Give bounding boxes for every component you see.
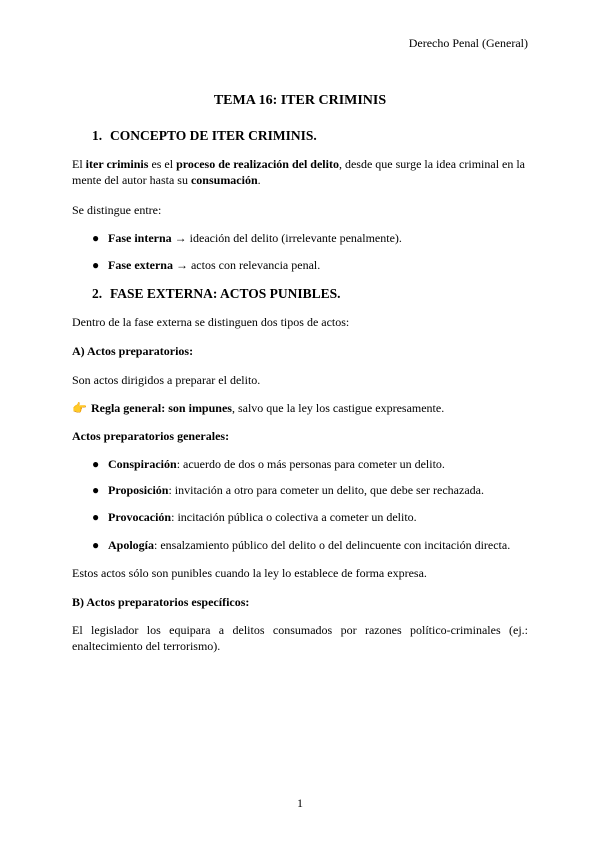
list-item-text: : incitación pública o colectiva a cometer un delito. xyxy=(171,510,417,524)
term-iter-criminis: iter criminis xyxy=(85,157,149,171)
text-run: es el xyxy=(148,157,177,171)
subheading-b: B) Actos preparatorios específicos: xyxy=(72,595,250,609)
section-1-heading xyxy=(92,127,317,145)
definition-paragraph xyxy=(72,157,528,188)
list-item xyxy=(92,258,528,274)
list-item-term: Conspiración xyxy=(108,457,177,471)
list-item-term: Apología xyxy=(108,538,155,552)
term-proceso: proceso de realización del delito xyxy=(176,157,339,171)
list-item-text: : ensalzamiento público del delito o del delincuente con incitación directa. xyxy=(154,538,511,552)
text-run: . xyxy=(257,172,261,187)
bullet-icon: ● xyxy=(92,457,100,471)
section-2-number: 2. xyxy=(92,286,103,301)
list-item-text: : acuerdo de dos o más personas para cometer un delito. xyxy=(176,457,445,471)
list-item-text: → ideación del delito (irrelevante penalmente). xyxy=(171,231,402,245)
bullet-icon: ● xyxy=(92,231,100,245)
list-item-term: Fase externa xyxy=(108,258,173,272)
bullet-icon: ● xyxy=(92,510,100,524)
list-item xyxy=(92,510,528,526)
paragraph-b: El legislador los equipara a delitos consumados por razones político-criminales (ej.: enaltecimiento del terrorismo). xyxy=(72,623,528,653)
bullet-icon: ● xyxy=(92,483,100,497)
intro-paragraph: Dentro de la fase externa se distinguen dos tipos de actos: xyxy=(72,315,350,329)
text-run: El xyxy=(72,157,86,171)
list-item-text: → actos con relevancia penal. xyxy=(172,258,321,272)
list-item xyxy=(92,483,528,499)
page-title: TEMA 16: ITER CRIMINIS xyxy=(213,93,387,108)
list-item xyxy=(92,457,528,473)
bullet-icon: ● xyxy=(92,538,100,552)
list-item xyxy=(92,538,528,554)
page-number: 1 xyxy=(297,796,303,810)
bullet-icon: ● xyxy=(92,258,100,272)
pointing-hand-icon: 👉 xyxy=(72,401,87,415)
term-consumacion: consumación xyxy=(190,172,258,187)
list-item-term: Proposición xyxy=(108,483,169,497)
list-item xyxy=(92,231,528,247)
rule-bold: Regla general: son impunes xyxy=(90,401,232,415)
running-header: Derecho Penal (General) xyxy=(408,36,528,50)
list-item-text: : invitación a otro para cometer un delito, que debe ser rechazada. xyxy=(168,483,484,497)
section-1-title: CONCEPTO DE ITER CRIMINIS. xyxy=(110,128,317,143)
closing-paragraph: Estos actos sólo son punibles cuando la ley lo establece de forma expresa. xyxy=(72,566,427,580)
general-acts-heading: Actos preparatorios generales: xyxy=(72,429,230,443)
general-rule xyxy=(72,401,528,417)
distinguish-paragraph: Se distingue entre: xyxy=(72,203,162,217)
section-1-number: 1. xyxy=(92,128,103,143)
paragraph-a: Son actos dirigidos a preparar el delito. xyxy=(72,373,261,387)
section-2-title: FASE EXTERNA: ACTOS PUNIBLES. xyxy=(110,286,341,301)
subheading-a: A) Actos preparatorios: xyxy=(72,344,194,358)
rule-text: , salvo que la ley los castigue expresamente. xyxy=(231,401,445,415)
list-item-term: Provocación xyxy=(108,510,172,524)
section-2-heading xyxy=(92,285,341,303)
text-run: , desde que surge la idea criminal en la mente del autor hasta su xyxy=(72,157,526,187)
list-item-term: Fase interna xyxy=(108,231,172,245)
